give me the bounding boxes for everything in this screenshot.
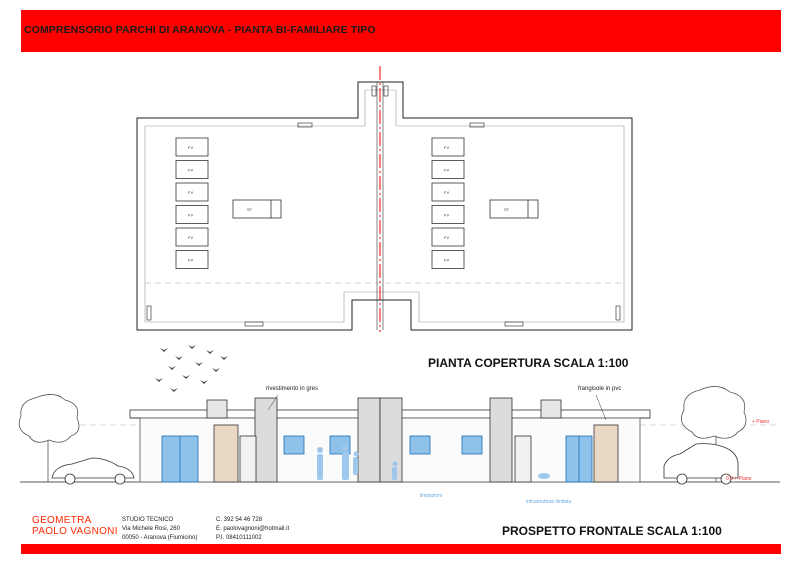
solar-tank [490,200,538,218]
solar-tanks [233,200,538,218]
pv-panel-label: FV [444,212,450,218]
pv-panel-label: FV [444,167,450,173]
pv-panel-label: FV [188,212,194,218]
studio-address-1: Via Michele Rosi, 260 [122,526,180,532]
solar-tank [233,200,281,218]
plan-inner-outline [145,90,624,322]
contact-block [216,516,289,543]
note-sunscreen: frangisole in pvc [578,386,622,392]
level-top-label: + Piano [752,419,770,425]
roof-plan [137,66,632,332]
pv-panel-label: FV [188,235,194,240]
plan-outline [137,82,632,330]
ground-note-2: infrastruttura limitata [526,499,572,505]
elevation-caption: PROSPETTO FRONTALE SCALA 1:100 [502,524,722,538]
ground-note-1: limitazioni [420,493,442,499]
contact-email: E. paolovagnoni@hotmail.it [216,526,290,532]
pv-panel-label: FV [188,190,194,195]
footer-bar [21,544,781,554]
solar-tank-label: ST [247,207,253,212]
studio-block [122,516,197,543]
pv-panel-label: FV [444,145,450,150]
pv-panel-label: FV [188,167,194,173]
firm-title: GEOMETRA [32,515,92,526]
pv-panels [176,138,464,269]
note-cladding: rivestimento in gres [266,386,319,392]
pv-panel-label: FV [444,235,450,240]
firm-name: PAOLO VAGNONI [32,526,118,537]
pv-panel-label: FV [188,257,194,263]
studio-label: STUDIO TECNICO [122,517,174,523]
contact-phone: C. 392 54 46 728 [216,517,263,523]
birds-decoration [155,345,228,392]
contact-vat: P.I. 08410111002 [216,535,262,541]
pv-panel-label: FV [444,190,450,195]
page-title: COMPRENSORIO PARCHI DI ARANOVA - PIANTA BI-FAMILIARE TIPO [24,24,376,36]
car-left [52,458,134,484]
roof-plan-caption: PIANTA COPERTURA SCALA 1:100 [428,356,629,370]
pv-panel-label: FV [444,257,450,263]
solar-tank-label: ST [504,207,510,212]
level-bottom-label: 0,0 + Piano [726,476,752,482]
studio-address-2: 00050 - Aranova (Fiumicino) [122,535,198,541]
pv-panel-label: FV [188,145,194,150]
